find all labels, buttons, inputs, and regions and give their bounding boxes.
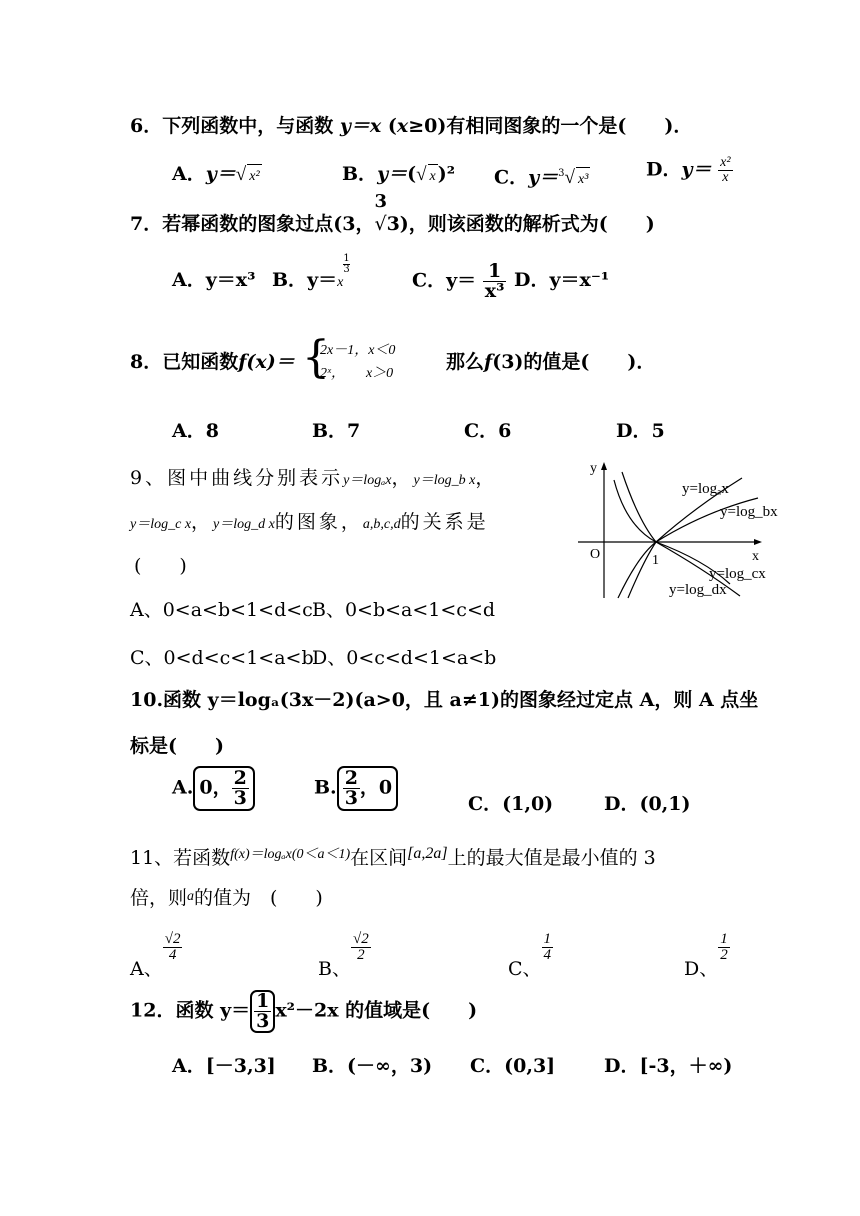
q6-option-b: B．y＝(√ x )² xyxy=(342,162,455,189)
q8-case-1: 2x－1，x＜0 xyxy=(320,343,396,358)
q7-option-b: B．y＝x $\frac{1}{3}$ xyxy=(272,253,350,291)
graph-label-b: y=log_bx xyxy=(720,504,778,520)
q10-option-d: D．(0,1) xyxy=(604,793,691,815)
q7-option-c: C．y＝ $\frac{1}{\text{x³}}$ xyxy=(412,260,505,302)
q9-option-c: C、0<d<c<1<a<b xyxy=(130,647,314,669)
q8-option-c: C．6 xyxy=(464,420,512,442)
q10-option-b: B. $\frac{2}{3}$ ，0 xyxy=(314,766,398,811)
q7-stem: 7．若幂函数的图象过点(3， 3 √3)，则该函数的解析式为( ) xyxy=(130,191,655,235)
q9-option-a: A、0<a<b<1<d<c xyxy=(130,599,313,621)
graph-label-d: y=log_dx xyxy=(669,582,727,598)
q8-option-b: B．7 xyxy=(312,420,361,442)
q12-option-c: C．(0,3] xyxy=(470,1055,556,1077)
q11-option-c: C、 $\frac{1}{4}$ xyxy=(508,931,552,980)
q8-case-2: 2ˣ， x＞0 xyxy=(320,366,394,381)
q11-stem-line-1: 11、若函数$^{f(x)=log_ax(0<a<1)}$在区间[a,2a]上的最大值是最小值的 3 xyxy=(130,845,656,869)
q9-option-b: B、0<b<a<1<c<d xyxy=(312,599,496,621)
graph-x-label: x xyxy=(752,549,759,564)
graph-origin-label: O xyxy=(590,547,601,562)
q11-option-b: B、 $\frac{√2}{2}$ xyxy=(318,931,369,980)
curve-log-d xyxy=(622,472,656,542)
graph-y-label: y xyxy=(590,461,597,476)
q12-option-b: B．(－∞，3) xyxy=(312,1055,433,1077)
q7-option-a: A．y＝x³ xyxy=(172,269,256,291)
q12-option-d: D．[-3，＋∞) xyxy=(604,1055,733,1077)
q10-stem-line-2: 标是( ) xyxy=(130,735,224,757)
q8-stem-right: 那么f(3)的值是( )． xyxy=(446,351,656,373)
q9-log-graph xyxy=(574,456,780,602)
q11-stem-line-2: 倍，则$^a$的值为 ( ) xyxy=(130,887,323,909)
q9-stem-line-2: y＝log_c x，y＝log_d x的图象，a,b,c,d的关系是 xyxy=(130,511,489,533)
graph-x-arrow xyxy=(754,539,762,545)
q9-option-d: D、0<c<d<1<a<b xyxy=(312,647,497,669)
graph-label-a: y=logₐx xyxy=(682,481,729,497)
q10-option-c: C．(1,0) xyxy=(468,793,554,815)
q9-stem-line-1: 9、图中曲线分别表示y＝logₐx，y＝log_b x， xyxy=(130,467,498,489)
q8-brace: { xyxy=(302,332,330,383)
q12-option-a: A．[－3,3] xyxy=(172,1055,276,1077)
q6-stem: 6．下列函数中，与函数 y＝x (x≥0)有相同图象的一个是( )． xyxy=(130,115,693,137)
q8-stem-left: 8．已知函数f(x)＝ xyxy=(130,351,295,373)
q6-option-d: D．y＝ $\frac{\text{x²}}{x}$ xyxy=(646,155,731,185)
graph-one-label: 1 xyxy=(652,553,659,568)
graph-label-c: y=log_cx xyxy=(709,566,766,582)
q6-option-a: A．y＝√ x² xyxy=(172,162,262,189)
q10-option-a: A. 0， $\frac{2}{3}$ xyxy=(172,766,255,811)
q9-answer-paren: ( ) xyxy=(134,555,187,577)
q11-option-d: D、 $\frac{1}{2}$ xyxy=(684,931,728,980)
graph-y-arrow xyxy=(601,462,607,470)
q11-option-a: A、 $\frac{√2}{4}$ xyxy=(130,931,181,980)
q10-stem-line-1: 10.函数 y＝logₐ(3x－2)(a>0，且 a≠1)的图象经过定点 A，则 A 点坐 xyxy=(130,689,759,711)
q8-option-d: D．5 xyxy=(616,420,665,442)
q12-stem: 12．函数 y＝ $\frac{1}{3}$ x²－2x 的值域是( ) xyxy=(130,990,478,1032)
q8-option-a: A．8 xyxy=(172,420,219,442)
q7-option-d: D．y＝x⁻¹ xyxy=(514,269,610,291)
q6-option-c: C．y＝$^3$√ x³ xyxy=(494,162,590,192)
